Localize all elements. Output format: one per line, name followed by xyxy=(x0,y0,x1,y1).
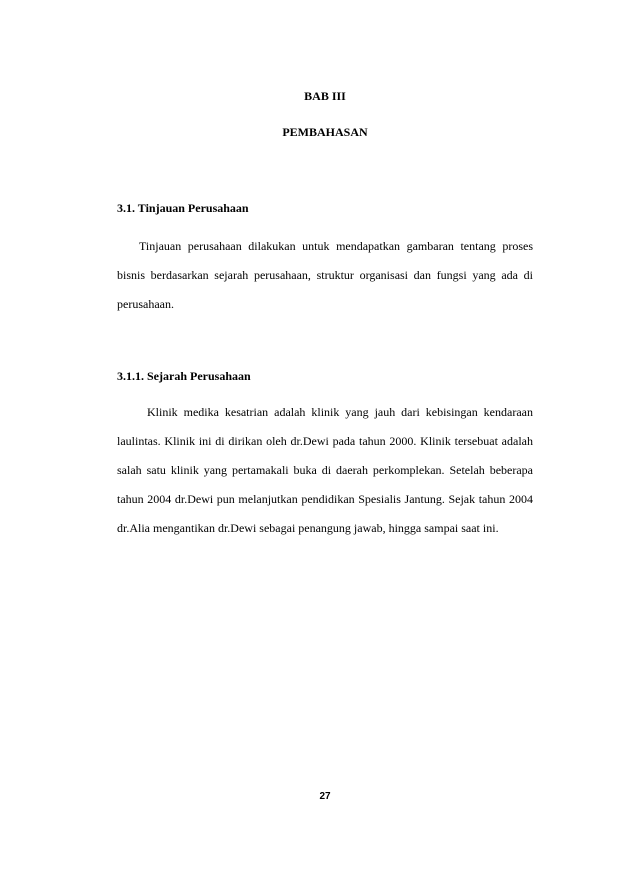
page-number: 27 xyxy=(319,791,331,802)
section-body-sejarah: Klinik medika kesatrian adalah klinik yang jauh dari kebisingan kendaraan laulintas. Klinik ini di dirikan oleh dr.Dewi pada tahun 2000. Klinik tersebuat adalah salah satu klinik yang pertamakali buka di daerah perkomplekan. Setelah beberapa tahun 2004 dr.Dewi pun melanjutkan pendidikan Spesialis Jantung. Sejak tahun 2004 dr.Alia mengantikan dr.Dewi sebagai penangung jawab, hingga sampai saat ini. xyxy=(117,405,533,535)
chapter-number: BAB III xyxy=(304,89,346,103)
section-heading-sejarah: 3.1.1. Sejarah Perusahaan xyxy=(117,369,251,383)
chapter-title: PEMBAHASAN xyxy=(282,125,368,139)
section-heading-tinjauan: 3.1. Tinjauan Perusahaan xyxy=(117,201,249,215)
section-body-tinjauan: Tinjauan perusahaan dilakukan untuk mendapatkan gambaran tentang proses bisnis berdasarkan sejarah perusahaan, struktur organisasi dan fungsi yang ada di perusahaan. xyxy=(117,239,533,311)
